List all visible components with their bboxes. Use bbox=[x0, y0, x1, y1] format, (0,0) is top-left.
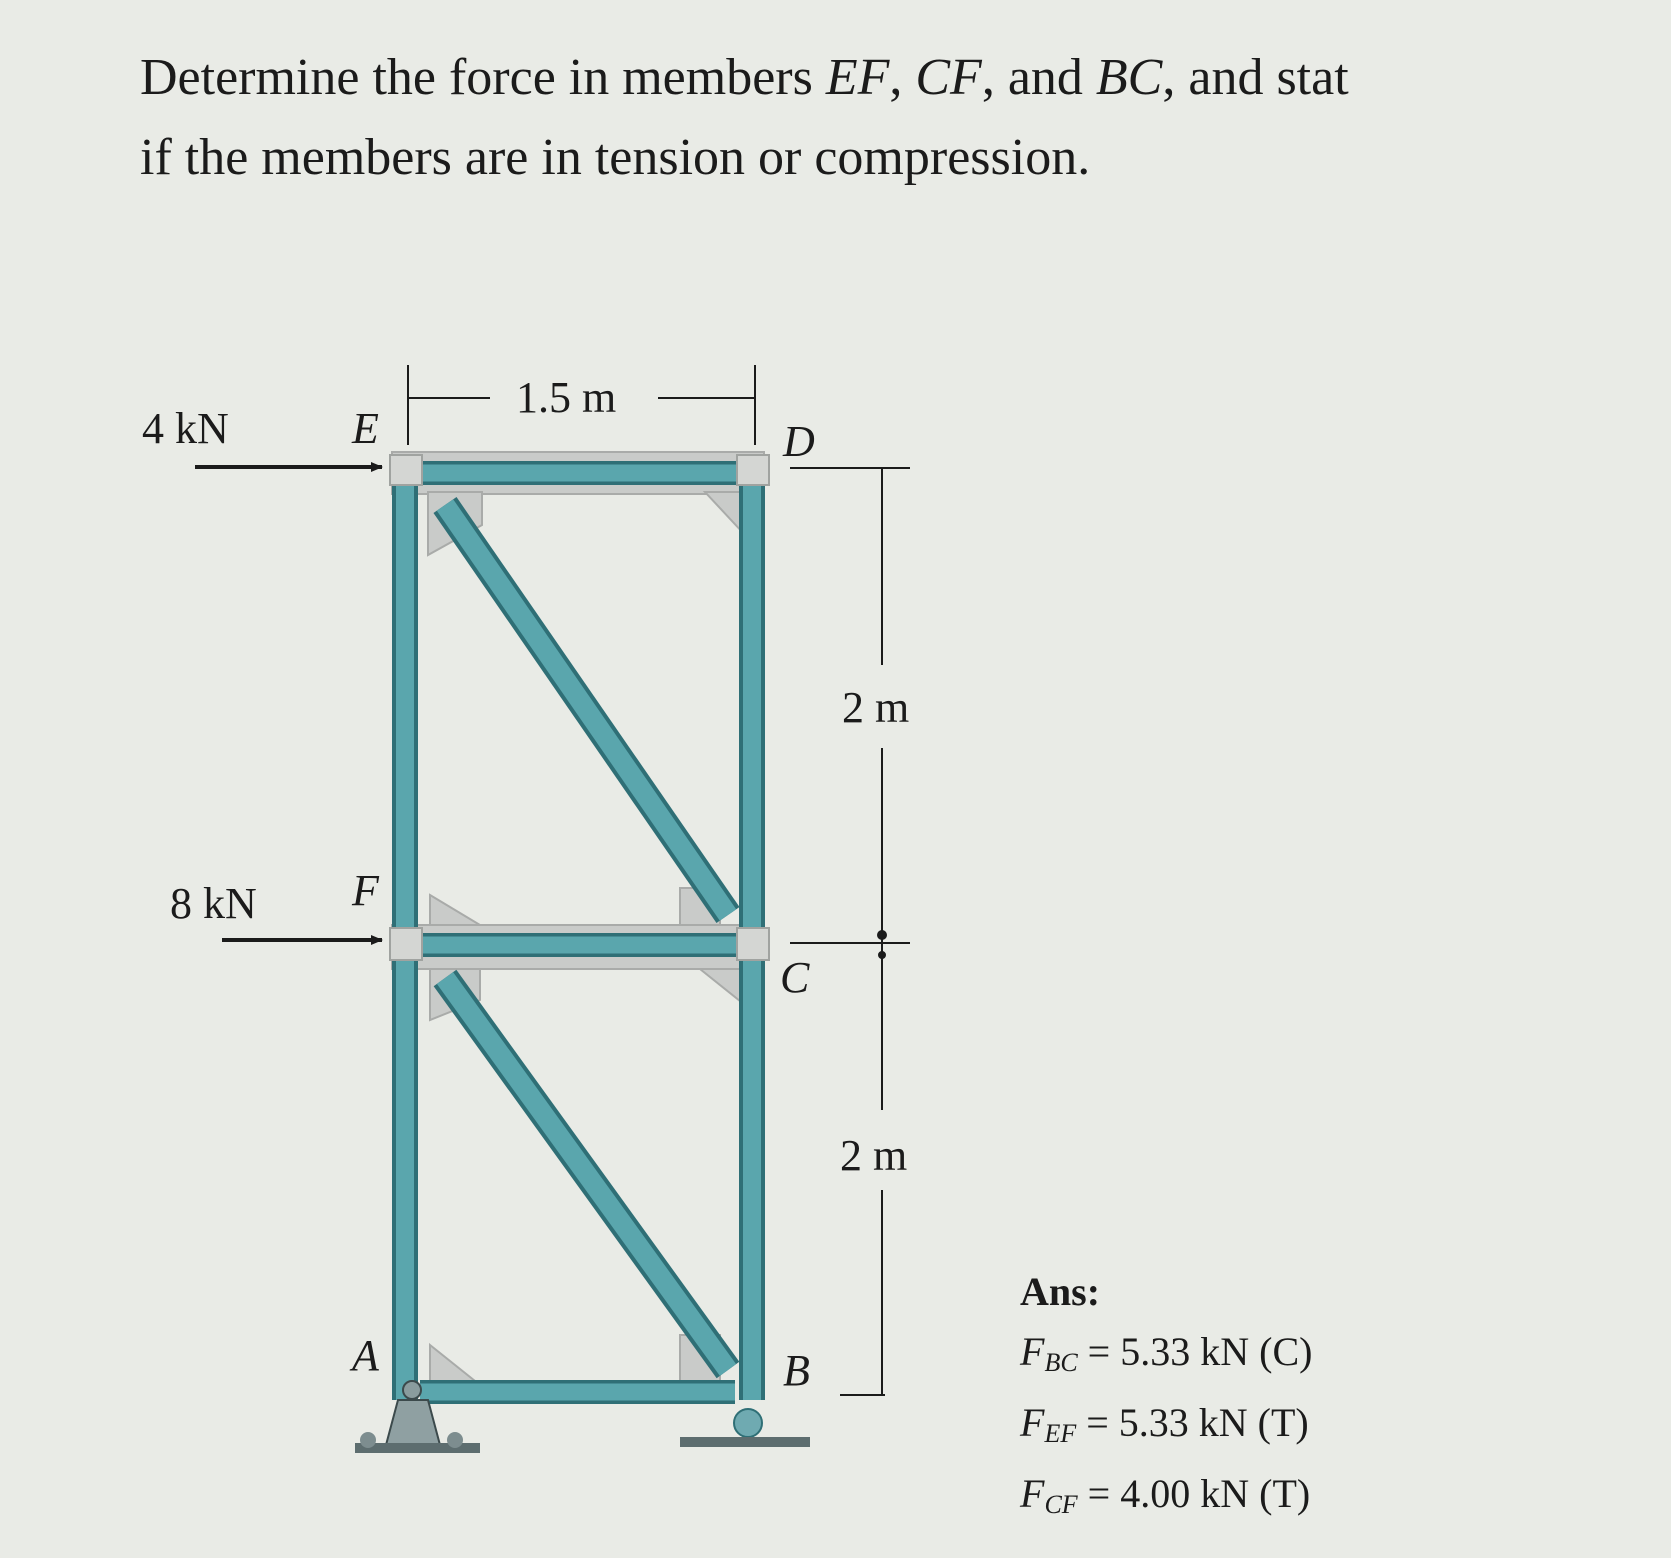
dimension-lines bbox=[408, 365, 910, 1395]
joint-label-e: E bbox=[352, 404, 379, 453]
joint-label-a: A bbox=[352, 1331, 379, 1380]
dimension-lower-height-label: 2 m bbox=[840, 1131, 908, 1180]
force-subscript: CF bbox=[1044, 1490, 1078, 1519]
force-value: = 4.00 kN (T) bbox=[1087, 1471, 1311, 1516]
answer-fbc bbox=[1020, 1322, 1312, 1393]
roller-support-b bbox=[680, 1409, 810, 1447]
problem-line-2: if the members are in tension or compression. bbox=[140, 129, 1091, 186]
problem-text: Determine the force in members bbox=[140, 49, 826, 106]
force-symbol: F bbox=[1020, 1329, 1045, 1374]
load-label-4kn: 4 kN bbox=[142, 404, 229, 453]
member-diagonal-fb bbox=[445, 978, 728, 1370]
gusset-plates bbox=[392, 452, 764, 1385]
separator: , and bbox=[981, 49, 1096, 106]
load-label-8kn: 8 kN bbox=[170, 879, 257, 928]
force-subscript: EF bbox=[1044, 1419, 1077, 1448]
force-symbol: F bbox=[1020, 1400, 1045, 1445]
answer-fcf bbox=[1020, 1464, 1312, 1535]
member-cf-label: CF bbox=[915, 49, 982, 106]
force-subscript: BC bbox=[1044, 1348, 1078, 1377]
force-value: = 5.33 kN (C) bbox=[1087, 1329, 1313, 1374]
member-ef-label: EF bbox=[825, 49, 890, 106]
answer-fef bbox=[1020, 1393, 1312, 1464]
joint-label-f: F bbox=[352, 866, 379, 915]
member-ef-diagonal-ec bbox=[445, 505, 728, 915]
diagram-labels bbox=[142, 373, 909, 1395]
joint-label-b: B bbox=[783, 1346, 810, 1395]
separator: , bbox=[889, 49, 916, 106]
dimension-upper-height-label: 2 m bbox=[842, 683, 910, 732]
dimension-width-label: 1.5 m bbox=[516, 373, 617, 422]
force-symbol: F bbox=[1020, 1471, 1045, 1516]
answer-block bbox=[1020, 1262, 1312, 1535]
member-bc-label: BC bbox=[1095, 49, 1163, 106]
joint-label-d: D bbox=[783, 417, 815, 466]
joint-label-c: C bbox=[780, 953, 810, 1002]
problem-text: , and stat bbox=[1162, 49, 1349, 106]
force-value: = 5.33 kN (T) bbox=[1086, 1400, 1309, 1445]
answer-heading: Ans: bbox=[1020, 1269, 1101, 1314]
